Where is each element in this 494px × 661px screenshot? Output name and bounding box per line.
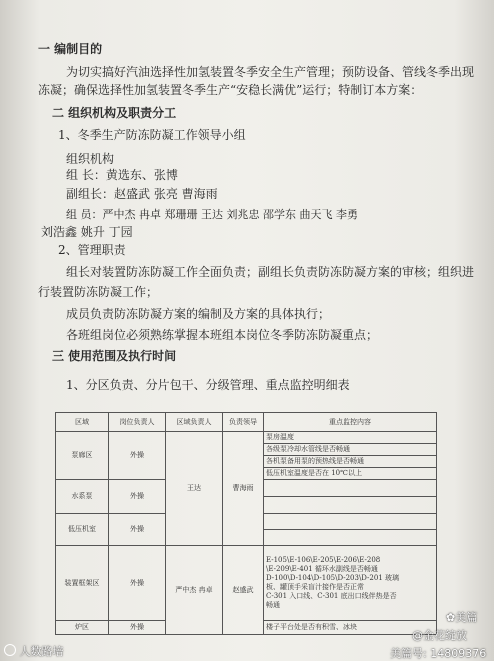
area-cell: 泵廊区 — [56, 432, 109, 480]
monitor-cell: 各级泵冷却水管线是否畅通 — [264, 444, 437, 456]
monitor-cell: 泵房温度 — [264, 432, 437, 444]
table-row — [56, 546, 437, 621]
area-cell: 水系泵 — [56, 480, 109, 514]
duty-line4: 各班组岗位必须熟练掌握本班组本岗位冬季防冻防凝重点； — [66, 328, 379, 342]
header-cell: 岗位负责人 — [109, 413, 166, 432]
duty-line3: 成员负责防冻防凝方案的编制及方案的具体执行； — [66, 307, 331, 321]
responsible-leader-cell: 曹海雨 — [223, 432, 264, 546]
responsible-leader-cell: 赵盛武 — [223, 546, 264, 635]
header-cell: 负责领导 — [223, 413, 264, 432]
area-cell: 低压机室 — [56, 514, 109, 546]
watermark-meipian — [446, 609, 477, 625]
area-cell: 装置框架区 — [56, 546, 109, 621]
watermark-id: 美篇号: 14809376 — [390, 647, 487, 660]
monitor-line: D-100\D-104\D-105\D-203\D-201 玻璃 — [266, 574, 399, 582]
section2-title: 二 组织机构及职责分工 — [52, 106, 177, 120]
monitor-cell — [264, 546, 437, 621]
org-label: 组织机构 — [66, 152, 115, 166]
section1-title: 一 编制目的 — [38, 42, 103, 56]
vice-leader-line: 副组长：赵盛武 张亮 曹海雨 — [66, 187, 218, 201]
watermark-user: @金花绽放 — [412, 629, 467, 642]
header-cell: 重点监控内容 — [264, 413, 437, 432]
monitor-cell — [264, 497, 437, 514]
monitor-cell — [264, 514, 437, 530]
table-row — [56, 432, 437, 444]
monitor-cell — [264, 530, 437, 546]
monitor-line: 畅通 — [266, 601, 280, 609]
watermark-logo-icon — [4, 644, 16, 656]
section1-paragraph-line2: 冻凝；确保选择性加氢装置冬季生产“安稳长满优”运行；特制订本方案： — [38, 83, 423, 97]
monitor-line: \E-209\E-401 循环水副线是否畅通 — [266, 565, 378, 573]
person-cell: 外操 — [109, 432, 166, 480]
header-cell: 区域 — [56, 413, 109, 432]
monitor-cell: 各机泵备用泵的预热线是否畅通 — [264, 456, 437, 468]
watermark-left-text: 人数路培 — [19, 645, 64, 658]
person-cell: 外操 — [109, 546, 166, 621]
header-cell: 区域负责人 — [166, 413, 223, 432]
members-line2: 刘浩鑫 姚升 丁园 — [41, 225, 133, 239]
watermark-left — [4, 643, 64, 659]
leader-line: 组 长：黄选东、张博 — [66, 168, 178, 182]
meipian-logo-icon: ✿ — [446, 611, 456, 624]
monitor-line: E-105\E-106\E-205\E-206\E-208 — [266, 556, 381, 564]
responsibility-table — [55, 412, 437, 635]
person-cell: 外操 — [109, 621, 166, 635]
person-cell: 外操 — [109, 514, 166, 546]
subsection-3-1-title: 1、分区负责、分片包干、分级管理、重点监控明细表 — [66, 378, 350, 392]
monitor-cell: 楼子平台处是否有积雪、冰块 — [264, 621, 437, 635]
meipian-label: 美篇 — [455, 611, 478, 624]
section3-title: 三 使用范围及执行时间 — [52, 349, 177, 363]
table-header-row — [56, 413, 437, 432]
zone-leader-cell: 严中杰 冉卓 — [166, 546, 223, 635]
area-cell: 炉区 — [56, 621, 109, 635]
zone-leader-cell: 王达 — [166, 432, 223, 546]
person-cell: 外操 — [109, 480, 166, 514]
section1-paragraph-line1: 为切实搞好汽油选择性加氢装置冬季安全生产管理；预防设备、管线冬季出现 — [66, 65, 475, 79]
monitor-line: C-301 入口线、C-301 底出口线伴热是否 — [266, 592, 397, 600]
monitor-cell: 低压机室温度是否在 10℃以上 — [264, 468, 437, 480]
duty-line1: 组长对装置防冻防凝工作全面负责；副组长负责防冻防凝方案的审核；组织进 — [66, 265, 475, 279]
subsection-2-1-title: 1、冬季生产防冻防凝工作领导小组 — [58, 128, 246, 142]
subsection-2-2-title: 2、管理职责 — [58, 243, 126, 257]
monitor-cell — [264, 480, 437, 497]
duty-line2: 行装置防冻防凝工作； — [38, 285, 159, 299]
members-line1: 组 员：严中杰 冉卓 郑珊珊 王达 刘兆忠 邵学东 曲天飞 李勇 — [66, 208, 358, 221]
monitor-line: 板、罐顶手采盲汁接作是否正常 — [266, 583, 364, 591]
